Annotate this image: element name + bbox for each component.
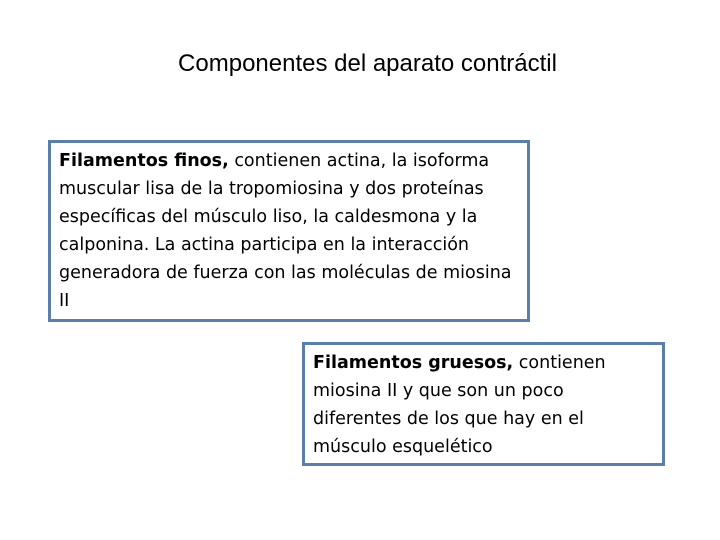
thick-filaments-box <box>302 342 665 466</box>
fine-filaments-box <box>48 140 530 322</box>
thick-filaments-heading: Filamentos gruesos, <box>313 353 514 373</box>
fine-filaments-text: contienen actina, la isoforma muscular lisa de la tropomiosina y dos proteínas específicas del músculo liso, la caldesmona y la calponina. La actina participa en la interacción generadora de fuerza con las moléculas de miosina II <box>59 151 512 311</box>
slide-title: Componentes del aparato contráctil <box>178 50 557 77</box>
thick-filaments-text: contienen miosina II y que son un poco diferentes de los que hay en el músculo esquelético <box>313 353 606 457</box>
fine-filaments-heading: Filamentos finos, <box>59 151 229 171</box>
